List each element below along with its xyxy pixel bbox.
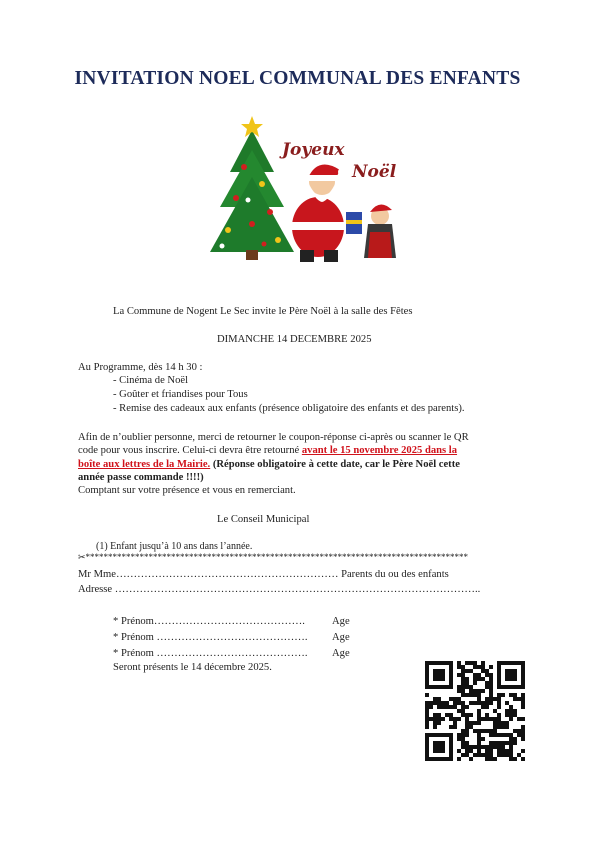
signature: Le Conseil Municipal xyxy=(217,514,310,525)
notice-line xyxy=(78,458,460,471)
child-age-field[interactable]: Age xyxy=(332,648,350,659)
cut-stars: ************************************************************************************* xyxy=(85,552,469,562)
parents-field[interactable] xyxy=(78,568,449,581)
mandatory-text: (Réponse obligatoire à cette date, car le Père Noël cette xyxy=(210,459,460,470)
deadline-text: avant le 15 novembre 2025 dans la xyxy=(301,445,458,456)
program-item: - Remise des cadeaux aux enfants (présence obligatoire des enfants et des parents). xyxy=(113,403,465,414)
notice-text: code pour vous inscrire. Celui-ci devra être retourné xyxy=(78,445,302,456)
closing-text: Comptant sur votre présence et vous en remerciant. xyxy=(78,485,296,496)
event-date: DIMANCHE 14 DECEMBRE 2025 xyxy=(217,334,372,345)
parents-label: Mr Mme……………………………………………………… xyxy=(78,569,339,580)
address-field[interactable]: Adresse ………………………………………………………………………………………….. xyxy=(78,584,481,595)
program-item: - Goûter et friandises pour Tous xyxy=(113,389,248,400)
child-name-field[interactable]: * Prénom ……………………………………. xyxy=(113,648,308,659)
child-name-field[interactable]: * Prénom ……………………………………. xyxy=(113,632,308,643)
program-heading: Au Programme, dès 14 h 30 : xyxy=(78,362,203,373)
page-title: INVITATION NOEL COMMUNAL DES ENFANTS xyxy=(74,68,521,89)
christmas-illustration xyxy=(200,112,410,272)
qr-code-icon[interactable] xyxy=(425,661,525,761)
notice-line xyxy=(78,444,457,457)
mailbox-text: boîte aux lettres de la Mairie. xyxy=(78,459,211,470)
greeting-line1: Joyeux xyxy=(282,140,345,160)
presence-text: Seront présents le 14 décembre 2025. xyxy=(113,662,272,673)
notice-line: Afin de n’oublier personne, merci de retourner le coupon-réponse ci-après ou scanner le QR xyxy=(78,432,469,443)
notice-line: année passe commande !!!!) xyxy=(78,472,204,483)
scissors-icon: ✂ xyxy=(78,552,86,562)
child-age-field[interactable]: Age xyxy=(332,632,350,643)
christmas-tree-icon xyxy=(210,116,294,260)
santa-claus-icon xyxy=(292,165,346,262)
child-age-field[interactable]: Age xyxy=(332,616,350,627)
cut-line xyxy=(78,551,510,564)
program-item: - Cinéma de Noël xyxy=(113,375,189,386)
child-with-gift-icon xyxy=(346,204,396,258)
parents-suffix: Parents du ou des enfants xyxy=(338,569,449,580)
footnote: (1) Enfant jusqu’à 10 ans dans l’année. xyxy=(96,541,253,552)
greeting-line2: Noël xyxy=(352,162,397,182)
intro-text: La Commune de Nogent Le Sec invite le Père Noël à la salle des Fêtes xyxy=(113,306,413,317)
child-name-field[interactable]: * Prénom……………………………………. xyxy=(113,616,305,627)
